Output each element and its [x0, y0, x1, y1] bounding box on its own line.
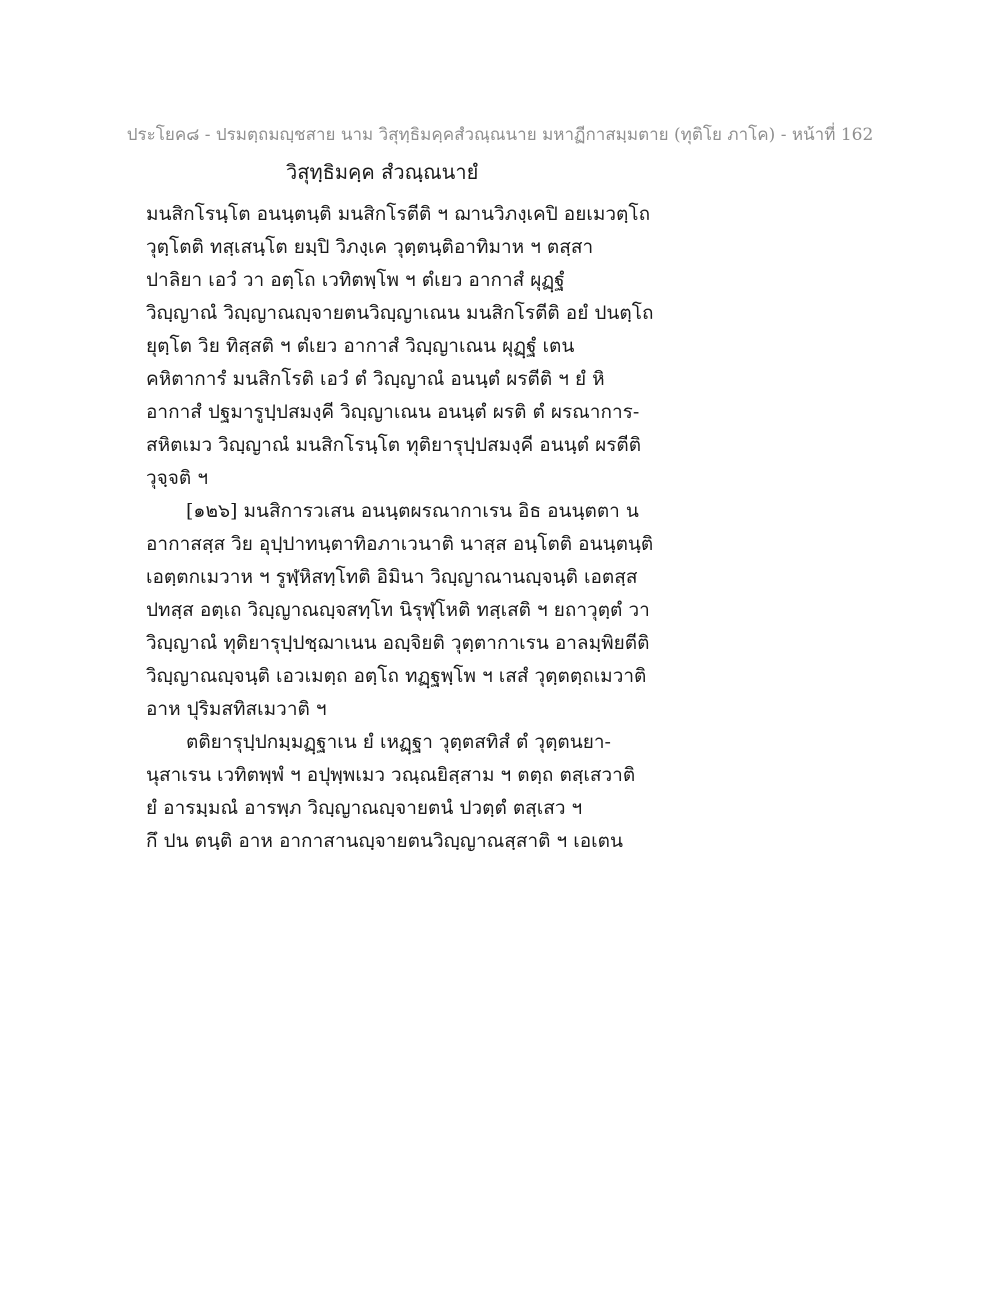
text-line: ปทสฺส อตฺเถ วิญฺญาณญฺจสทฺโท นิรุฬฺโหติ ทสฺเสติ ฯ ยถาวุตฺตํ วา — [146, 599, 650, 621]
text-line: อาห ปุริมสทิสเมวาติ ฯ — [146, 698, 327, 720]
text-line: ยุตฺโต วิย ทิสฺสติ ฯ ตํเยว อากาสํ วิญฺญาเณน ผุฏฺฐํ เตน — [146, 335, 575, 357]
text-line: ยํ อารมฺมณํ อารพฺภ วิญฺญาณญฺจายตนํ ปวตฺตํ ตสฺเสว ฯ — [146, 797, 583, 819]
text-line: [๑๒๖] มนสิการวเสน อนนฺตผรณากาเรน อิธ อนนฺตตา น — [186, 500, 639, 522]
text-line: คหิตาการํ มนสิกโรติ เอวํ ตํ วิญฺญาณํ อนนฺตํ ผรตีติ ฯ ยํ หิ — [146, 368, 605, 390]
text-line: อากาสสฺส วิย อุปฺปาทนฺตาทิอภาเวนาติ นาสฺส อนฺโตติ อนนฺตนฺติ — [146, 533, 654, 555]
text-line: ตติยารุปฺปกมฺมฏฺฐาเน ยํ เหฏฺฐา วุตฺตสทิสํ ตํ วุตฺตนยา- — [186, 731, 611, 753]
text-line: วิญฺญาณํ วิญฺญาณญฺจายตนวิญฺญาเณน มนสิกโรตีติ อยํ ปนตฺโถ — [146, 302, 654, 324]
text-line: นุสาเรน เวทิตพฺพํ ฯ อปุพฺพเมว วณฺณยิสฺสาม ฯ ตตฺถ ตสฺเสวาติ — [146, 764, 636, 786]
text-line: เอตฺตกเมวาห ฯ รูฬฺหิสทฺโทติ อิมินา วิญฺญาณานญฺจนฺติ เอตสฺส — [146, 566, 638, 588]
body-text — [146, 198, 666, 858]
running-header: ประโยค๘ - ปรมตฺถมญฺชสาย นาม วิสุทฺธิมคฺคสํวณฺณนาย มหาฏีกาสมฺมตาย (ทุติโย ภาโค) - หน้าที่ 162 — [126, 125, 874, 145]
text-line: ปาลิยา เอวํ วา อตฺโถ เวทิตพฺโพ ฯ ตํเยว อากาสํ ผุฏฺฐํ — [146, 269, 565, 291]
text-line: วุตฺโตติ ทสฺเสนฺโต ยมฺปิ วิภงฺเค วุตฺตนฺติอาทิมาห ฯ ตสฺสา — [146, 236, 594, 258]
text-line: กึ ปน ตนฺติ อาห อากาสานญฺจายตนวิญฺญาณสฺสาติ ฯ เอเตน — [146, 830, 623, 852]
paragraph — [146, 495, 666, 726]
text-line: อากาสํ ปฐมารูปฺปสมงฺคี วิญฺญาเณน อนนฺตํ ผรติ ตํ ผรณาการ- — [146, 401, 640, 423]
paragraph — [146, 198, 666, 495]
text-line: มนสิกโรนฺโต อนนฺตนฺติ มนสิกโรตีติ ฯ ฌานวิภงฺเคปิ อยเมวตฺโถ — [146, 203, 651, 225]
text-line: สหิตเมว วิญฺญาณํ มนสิกโรนฺโต ทุติยารุปฺปสมงฺคี อนนฺตํ ผรตีติ — [146, 434, 642, 456]
paragraph — [146, 726, 666, 858]
text-line: วิญฺญาณญฺจนฺติ เอวเมตฺถ อตฺโถ ทฏฺฐพฺโพ ฯ เสสํ วุตฺตตฺถเมวาติ — [146, 665, 647, 687]
text-line: วุจฺจติ ฯ — [146, 467, 208, 489]
text-line: วิญฺญาณํ ทุติยารุปฺปชฺฌาเนน อญฺจิยติ วุตฺตากาเรน อาลมฺพิยตีติ — [146, 632, 650, 654]
page-title: วิสุทฺธิมคฺค สํวณฺณนายํ — [286, 160, 479, 184]
